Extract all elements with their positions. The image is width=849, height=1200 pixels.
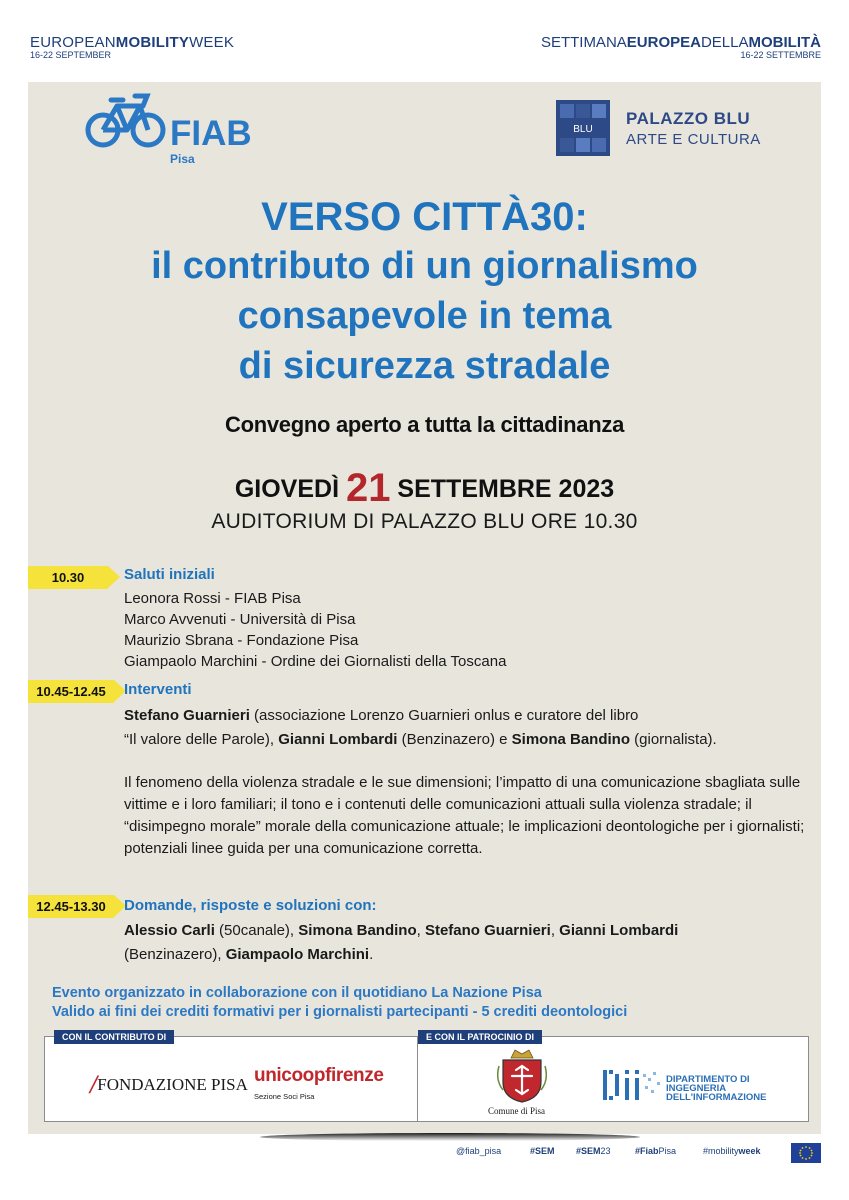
fiab-city: Pisa [170,152,195,166]
european-mobility-week-header [30,34,234,60]
event-subtitle: Convegno aperto a tutta la cittadinanza [224,412,625,437]
footer-tag-fiabpisa: #FiabPisa [635,1146,677,1156]
speaker-line: Marco Avvenuti - Università di Pisa [124,611,356,628]
event-date [28,466,821,511]
speaker-line: Maurizio Sbrana - Fondazione Pisa [124,632,359,649]
interventi-description: Il fenomeno della violenza stradale e le sue dimensioni; l’impatto di una comunicazione sbagliata sulle vittime e i loro familiari; il tono e i contenuti delle comunicazioni attuali sulla violenza stradale; il “disimpegno morale” morale della comunicazione attuale; le implicazioni deontologiche per i giornalisti; potenziali linee guida per una comunicazione corretta. [124,774,805,857]
panel-shadow [260,1133,640,1141]
footer-tag-sem23: #SEM23 [576,1146,611,1156]
interventi-speakers-line-1: Stefano Guarnieri (associazione Lorenzo Guarnieri onlus e curatore del libro [124,707,639,724]
title-line-2: il contributo di un giornalismo [151,245,698,287]
comune-pisa-crest-icon [497,1046,547,1104]
speaker-line: Giampaolo Marchini - Ordine dei Giornalisti della Toscana [124,653,507,670]
sem-brand: SETTIMANAEUROPEADELLAMOBILITÀ [540,34,821,51]
date-month-year: SETTEMBRE 2023 [397,475,615,503]
domande-speakers-line-1: Alessio Carli (50canale), Simona Bandino, Stefano Guarnieri, Gianni Lombardi [124,922,679,939]
palazzo-blu-tile-icon [556,100,610,156]
footer-tag-mobilityweek: #mobilityweek [703,1146,761,1156]
date-day: 21 [345,466,391,510]
eu-flag-icon [791,1143,821,1163]
dii-label: DIPARTIMENTO DI INGEGNERIA DELL'INFORMAZIONE [666,1074,767,1103]
sponsor-divider [417,1036,418,1122]
contributo-tag: CON IL CONTRIBUTO DI [54,1030,174,1044]
title-line-4: di sicurezza stradale [238,345,611,387]
title-line-1: VERSO CITTÀ30: [261,195,588,239]
fondazione-slash-icon: / [90,1070,98,1099]
speaker-line: Leonora Rossi - FIAB Pisa [124,590,301,607]
section-heading-domande: Domande, risposte e soluzioni con: [124,897,377,914]
section-heading-saluti: Saluti iniziali [124,566,215,583]
time-badge-3: 12.45-13.30 [28,895,114,918]
date-weekday: GIOVEDÌ [234,475,340,503]
emw-dates: 16-22 SEPTEMBER [30,50,112,60]
fondazione-pisa-logo: /FONDAZIONE PISA [90,1070,248,1099]
footer-tag-sem: #SEM [530,1146,555,1156]
interventi-speakers-line-2: “Il valore delle Parole), Gianni Lombardi (Benzinazero) e Simona Bandino (giornalista). [124,731,717,748]
fiab-wordmark: FIAB [170,114,252,153]
patrocinio-tag: E CON IL PATROCINIO DI [418,1030,542,1044]
section-heading-interventi: Interventi [124,681,192,698]
fiab-logo [85,92,265,167]
emw-brand: EUROPEANMOBILITYWEEK [30,34,235,51]
time-badge-1: 10.30 [28,566,108,589]
palazzo-blu-logo [556,100,786,156]
domande-speakers-line-2: (Benzinazero), Giampaolo Marchini. [124,946,374,963]
bicycle-icon [85,92,167,152]
event-venue: AUDITORIUM DI PALAZZO BLU ORE 10.30 [211,510,638,533]
palazzo-blu-name: PALAZZO BLU [626,109,751,128]
palazzo-blu-subtitle: ARTE E CULTURA [626,131,761,148]
settimana-europea-header [541,34,821,60]
credits-note: Valido ai fini dei crediti formativi per i giornalisti partecipanti - 5 crediti deontologici [52,1004,628,1020]
dii-logo-icon [603,1068,663,1102]
event-title [28,193,821,391]
organization-note: Evento organizzato in collaborazione con il quotidiano La Nazione Pisa [52,985,542,1001]
sem-dates: 16-22 SETTEMBRE [740,50,821,60]
unicoop-subtitle: Sezione Soci Pisa [254,1092,315,1101]
time-badge-2: 10.45-12.45 [28,680,114,703]
palazzo-tile-label: BLU [573,124,593,135]
footer-handle: @fiab_pisa [456,1146,502,1156]
unicoop-firenze-logo: unicoopfirenze [254,1065,384,1086]
title-line-3: consapevole in tema [237,295,612,337]
comune-pisa-label: Comune di Pisa [488,1106,546,1116]
